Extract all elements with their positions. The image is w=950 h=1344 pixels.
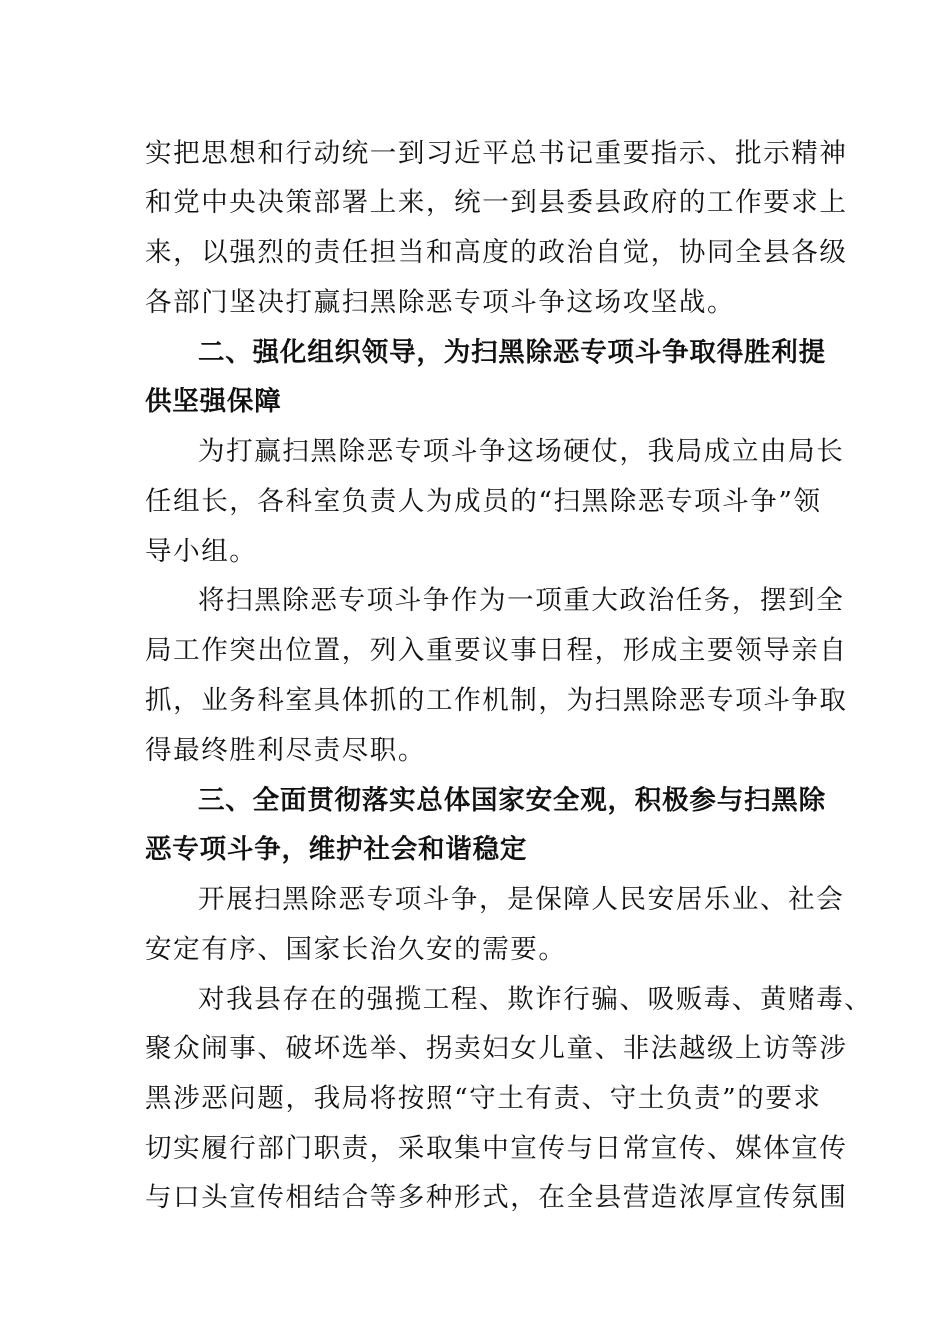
- body-text-line: 实把思想和行动统一到习近平总书记重要指示、批示精神: [145, 138, 848, 169]
- body-text-line: 与口头宣传相结合等多种形式，在全县营造浓厚宣传氛围: [145, 1182, 848, 1213]
- body-text-line: 导小组。: [145, 536, 258, 567]
- section-heading: 恶专项斗争，维护社会和谐稳定: [145, 834, 528, 865]
- section-heading: 二、强化组织领导，为扫黑除恶专项斗争取得胜利提: [198, 337, 826, 368]
- body-text-line: 抓，业务科室具体抓的工作机制，为扫黑除恶专项斗争取: [145, 685, 848, 716]
- body-text-line: 切实履行部门职责，采取集中宣传与日常宣传、媒体宣传: [145, 1133, 848, 1164]
- body-text-line: 局工作突出位置，列入重要议事日程，形成主要领导亲自: [145, 635, 848, 666]
- body-text-line: 聚众闹事、破坏选举、拐卖妇女儿童、非法越级上访等涉: [145, 1033, 848, 1064]
- section-heading: 三、全面贯彻落实总体国家安全观，积极参与扫黑除: [198, 785, 826, 816]
- section-heading: 供坚强保障: [145, 386, 282, 417]
- body-text-line: 各部门坚决打赢扫黑除恶专项斗争这场攻坚战。: [145, 287, 736, 318]
- body-text-line: 为打赢扫黑除恶专项斗争这场硬仗，我局成立由局长: [198, 436, 845, 467]
- body-text-line: 开展扫黑除恶专项斗争，是保障人民安居乐业、社会: [198, 884, 845, 915]
- body-text-line: 和党中央决策部署上来，统一到县委县政府的工作要求上: [145, 187, 848, 218]
- body-text-line: 得最终胜利尽责尽职。: [145, 735, 426, 766]
- body-text-line: 对我县存在的强揽工程、欺诈行骗、吸贩毒、黄赌毒、: [198, 984, 873, 1015]
- body-text-line: 黑涉恶问题，我局将按照“守土有责、守土负责”的要求: [145, 1083, 822, 1114]
- body-text-line: 任组长，各科室负责人为成员的“扫黑除恶专项斗争”领: [145, 486, 822, 517]
- body-text-line: 将扫黑除恶专项斗争作为一项重大政治任务，摆到全: [198, 585, 845, 616]
- body-text-line: 安定有序、国家长治久安的需要。: [145, 934, 567, 965]
- body-text-line: 来，以强烈的责任担当和高度的政治自觉，协同全县各级: [145, 237, 848, 268]
